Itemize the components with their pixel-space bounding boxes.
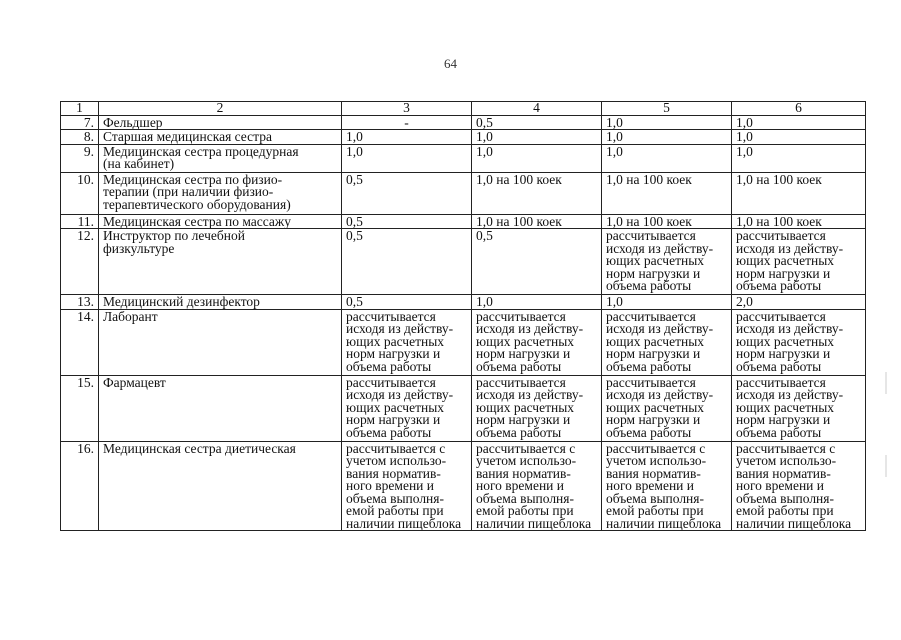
table-row [61,441,866,531]
staffing-value-cell-6: рассчитывается исходя из действу- ющих расчетных норм нагрузки и объема работы [732,309,866,375]
position-name-cell: Инструктор по лечебной физкультуре [99,229,342,295]
staffing-value-cell-5: 1,0 [602,130,732,145]
position-name-cell: Лаборант [99,309,342,375]
staffing-value-cell-5: 1,0 [602,144,732,172]
staffing-value-cell-3: рассчитывается с учетом использо- вания норматив- ного времени и объема выполня- емой работы при наличии пищеблока [342,441,472,531]
row-number-cell: 13. [61,295,99,310]
row-number-cell: 9. [61,144,99,172]
staffing-value-cell-4: 1,0 [472,130,602,145]
staffing-value-cell-5: 1,0 на 100 коек [602,214,732,229]
position-name-cell: Медицинская сестра процедурная (на кабинет) [99,144,342,172]
staffing-value-cell-3: 1,0 [342,130,472,145]
position-name-cell: Старшая медицинская сестра [99,130,342,145]
table-row [61,229,866,295]
staffing-value-cell-4: 0,5 [472,229,602,295]
table-row [61,130,866,145]
staffing-value-cell-3: 0,5 [342,172,472,214]
staffing-value-cell-3: - [342,115,472,130]
header-cell-4: 4 [472,102,602,116]
staffing-value-cell-3: 0,5 [342,295,472,310]
scan-mark [885,372,887,394]
row-number-cell: 11. [61,214,99,229]
staffing-value-cell-6: рассчитывается исходя из действу- ющих расчетных норм нагрузки и объема работы [732,229,866,295]
page-number: 64 [444,56,457,71]
row-number-cell: 15. [61,375,99,441]
staffing-value-cell-3: 1,0 [342,144,472,172]
staffing-value-cell-4: 1,0 [472,295,602,310]
staffing-value-cell-5: рассчитывается исходя из действу- ющих расчетных норм нагрузки и объема работы [602,309,732,375]
staffing-value-cell-3: рассчитывается исходя из действу- ющих расчетных норм нагрузки и объема работы [342,375,472,441]
staffing-value-cell-5: рассчитывается исходя из действу- ющих расчетных норм нагрузки и объема работы [602,229,732,295]
staffing-value-cell-6: 1,0 [732,144,866,172]
staffing-value-cell-6: 1,0 [732,115,866,130]
table-row [61,144,866,172]
header-cell-3: 3 [342,102,472,116]
table-header-row [61,102,866,116]
staffing-value-cell-6: 1,0 [732,130,866,145]
header-cell-6: 6 [732,102,866,116]
table-row [61,172,866,214]
staffing-table [60,101,866,531]
scan-mark [885,455,887,477]
row-number-cell: 14. [61,309,99,375]
position-name-cell: Фельдшер [99,115,342,130]
staffing-value-cell-6: 1,0 на 100 коек [732,172,866,214]
staffing-value-cell-4: 0,5 [472,115,602,130]
staffing-value-cell-4: 1,0 на 100 коек [472,172,602,214]
position-name-cell: Медицинская сестра диетическая [99,441,342,531]
row-number-cell: 7. [61,115,99,130]
table-row [61,309,866,375]
staffing-value-cell-3: 0,5 [342,229,472,295]
table-row [61,214,866,229]
row-number-cell: 12. [61,229,99,295]
position-name-cell: Фармацевт [99,375,342,441]
staffing-value-cell-5: 1,0 [602,295,732,310]
header-cell-2: 2 [99,102,342,116]
staffing-value-cell-5: 1,0 на 100 коек [602,172,732,214]
row-number-cell: 10. [61,172,99,214]
staffing-value-cell-4: рассчитывается исходя из действу- ющих расчетных норм нагрузки и объема работы [472,309,602,375]
table-row [61,375,866,441]
staffing-value-cell-6: рассчитывается с учетом использо- вания норматив- ного времени и объема выполня- емой работы при наличии пищеблока [732,441,866,531]
staffing-value-cell-4: рассчитывается с учетом использо- вания норматив- ного времени и объема выполня- емой работы при наличии пищеблока [472,441,602,531]
staffing-value-cell-5: 1,0 [602,115,732,130]
header-cell-5: 5 [602,102,732,116]
position-name-cell: Медицинский дезинфектор [99,295,342,310]
staffing-value-cell-6: рассчитывается исходя из действу- ющих расчетных норм нагрузки и объема работы [732,375,866,441]
staffing-value-cell-5: рассчитывается с учетом использо- вания норматив- ного времени и объема выполня- емой работы при наличии пищеблока [602,441,732,531]
row-number-cell: 8. [61,130,99,145]
staffing-value-cell-4: рассчитывается исходя из действу- ющих расчетных норм нагрузки и объема работы [472,375,602,441]
position-name-cell: Медицинская сестра по массажу [99,214,342,229]
staffing-value-cell-3: рассчитывается исходя из действу- ющих расчетных норм нагрузки и объема работы [342,309,472,375]
staffing-value-cell-6: 2,0 [732,295,866,310]
staffing-value-cell-5: рассчитывается исходя из действу- ющих расчетных норм нагрузки и объема работы [602,375,732,441]
position-name-cell: Медицинская сестра по физио- терапии (при наличии физио- терапевтического оборудования) [99,172,342,214]
staffing-value-cell-3: 0,5 [342,214,472,229]
table-row [61,115,866,130]
staffing-value-cell-6: 1,0 на 100 коек [732,214,866,229]
row-number-cell: 16. [61,441,99,531]
staffing-value-cell-4: 1,0 [472,144,602,172]
table-row [61,295,866,310]
header-cell-1: 1 [61,102,99,116]
staffing-value-cell-4: 1,0 на 100 коек [472,214,602,229]
